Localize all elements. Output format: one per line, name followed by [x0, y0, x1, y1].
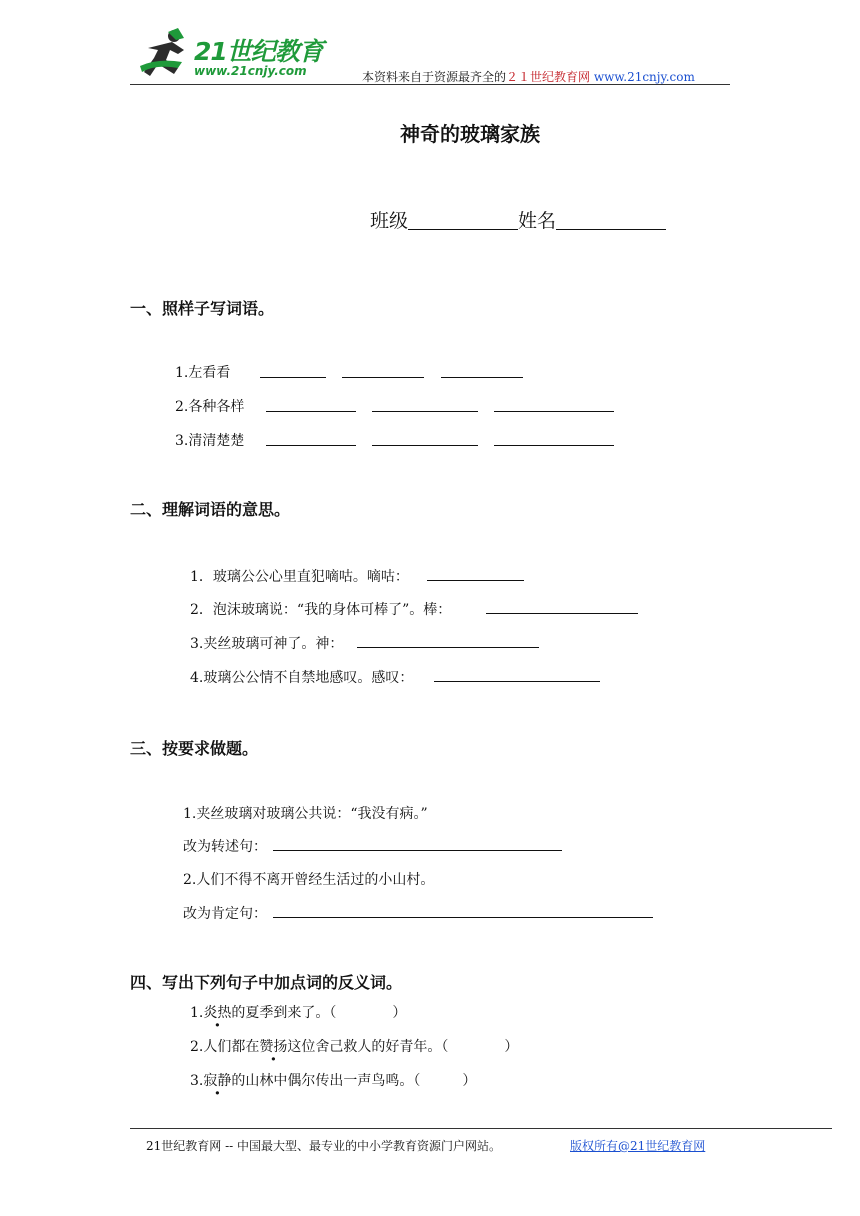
logo-site-text: www.21cnjy.com [194, 64, 307, 78]
section-1-heading: 一、照样子写词语。 [130, 299, 275, 318]
s2-blank[interactable] [434, 681, 600, 682]
s3-answer-1-label: 改为转述句： [183, 839, 267, 855]
s4-item-rest: 这位舍己救人的好青年。（ ） [287, 1039, 519, 1055]
s2-item-4: 4.玻璃公公情不自禁地感叹。感叹： [190, 670, 414, 686]
s3-question-1: 1.夹丝玻璃对玻璃公共说：“我没有病。” [183, 806, 428, 822]
site-logo [138, 28, 338, 84]
s2-item-3: 3.夹丝玻璃可神了。神： [190, 636, 344, 652]
name-blank[interactable] [556, 209, 666, 230]
s1-item-2: 2.各种各样 [175, 399, 245, 415]
student-info [370, 206, 666, 233]
s4-item-1 [190, 1002, 406, 1022]
s1-blank[interactable] [494, 445, 614, 446]
runner-logo-icon [138, 28, 194, 80]
s4-item-rest: 的山林中偶尔传出一声鸟鸣。（ ） [231, 1073, 477, 1089]
section-2-heading: 二、理解词语的意思。 [130, 500, 291, 519]
s1-blank[interactable] [372, 411, 478, 412]
s1-blank[interactable] [266, 445, 356, 446]
header-tagline [362, 68, 695, 85]
s3-answer-2-label: 改为肯定句： [183, 906, 267, 922]
s4-item-2 [190, 1036, 518, 1056]
class-label: 班级 [370, 210, 409, 232]
section-3-heading: 三、按要求做题。 [130, 739, 259, 758]
tagline-prefix: 本资料来自于资源最齐全的 [362, 70, 507, 84]
dotted-word: 寂静 [203, 1073, 232, 1089]
class-blank[interactable] [408, 209, 518, 230]
footer-divider [130, 1128, 832, 1129]
s3-question-2: 2.人们不得不离开曾经生活过的小山村。 [183, 872, 435, 888]
s2-blank[interactable] [357, 647, 539, 648]
s2-item-1: 1．玻璃公公心里直犯嘀咕。嘀咕： [190, 569, 409, 585]
page-title: 神奇的玻璃家族 [400, 122, 540, 146]
s1-item-1: 1.左看看 [175, 365, 231, 381]
s2-blank[interactable] [486, 613, 638, 614]
footer-text: 21世纪教育网 -- 中国最大型、最专业的中小学教育资源门户网站。 [146, 1139, 502, 1153]
s2-blank[interactable] [427, 580, 524, 581]
tagline-site-name: ２１世纪教育网 [506, 70, 591, 84]
s1-item-3: 3.清清楚楚 [175, 433, 245, 449]
s4-item-num: 1. [190, 1005, 204, 1021]
logo-brand-text: 21世纪教育 [194, 37, 323, 66]
s4-item-num: 2. [190, 1039, 204, 1055]
s1-blank[interactable] [494, 411, 614, 412]
s3-answer-2-blank[interactable] [273, 917, 653, 918]
s2-item-2: 2．泡沫玻璃说：“我的身体可棒了”。棒： [190, 602, 452, 618]
section-4-heading: 四、写出下列句子中加点词的反义词。 [130, 973, 403, 992]
s3-answer-1-blank[interactable] [273, 850, 562, 851]
s1-blank[interactable] [266, 411, 356, 412]
header-divider [130, 84, 730, 85]
name-label: 姓名 [518, 210, 557, 232]
dotted-word: 炎热 [203, 1005, 232, 1021]
s1-blank[interactable] [441, 377, 523, 378]
s4-item-3 [190, 1070, 476, 1090]
s1-blank[interactable] [372, 445, 478, 446]
copyright-link[interactable]: 版权所有@21世纪教育网 [570, 1139, 706, 1153]
s4-item-pre: 人们都在 [203, 1039, 260, 1055]
s1-blank[interactable] [342, 377, 424, 378]
dotted-word: 赞扬 [259, 1039, 288, 1055]
s4-item-rest: 的夏季到来了。（ ） [231, 1005, 407, 1021]
tagline-url[interactable]: www.21cnjy.com [593, 70, 695, 84]
s1-blank[interactable] [260, 377, 326, 378]
s4-item-num: 3. [190, 1073, 204, 1089]
